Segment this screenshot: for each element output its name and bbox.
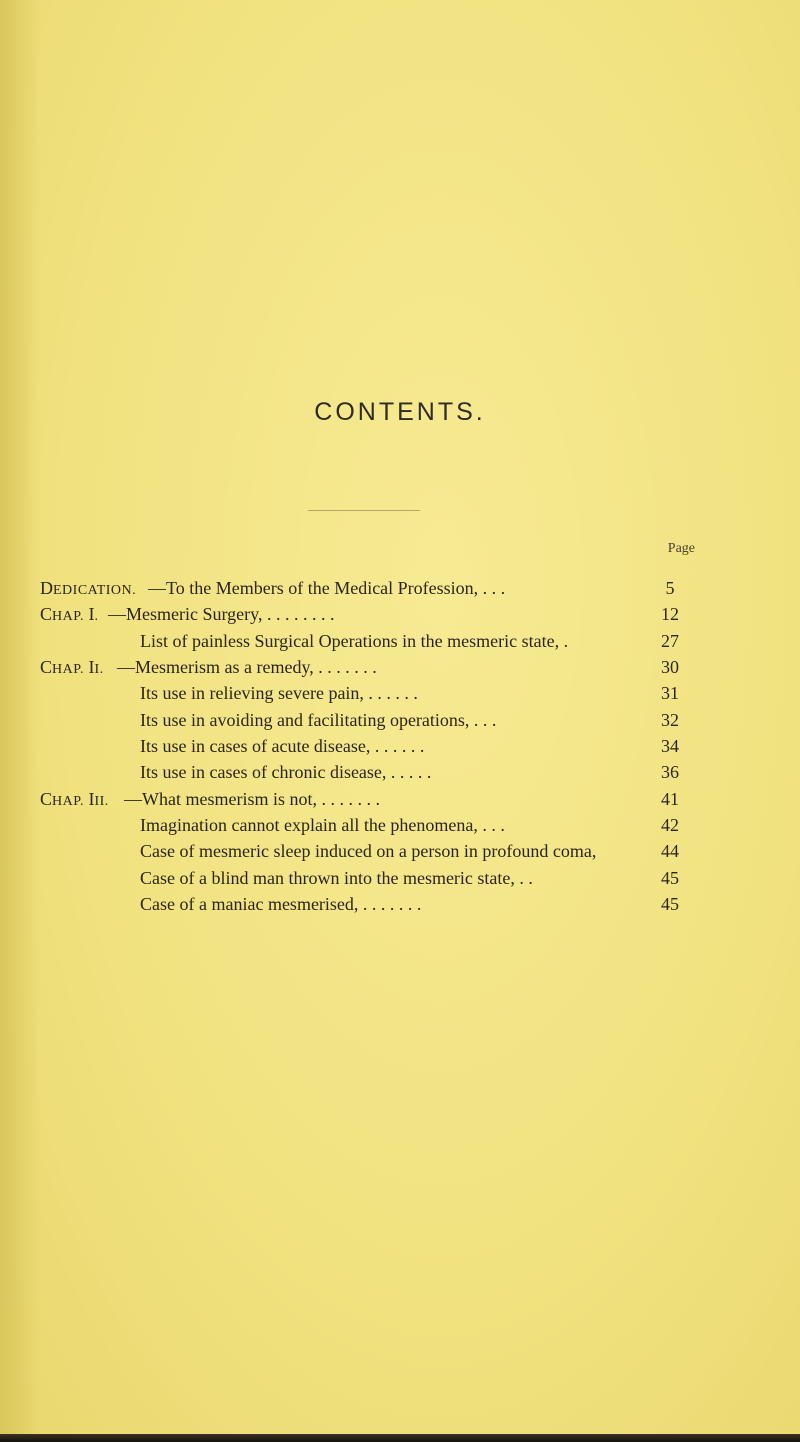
chapter-label: CHAP. I. (40, 604, 99, 624)
page-number: 32 (661, 710, 679, 730)
entry-text: Case of a maniac mesmerised, . . . . . . . (140, 894, 422, 914)
page-number: 31 (661, 683, 679, 703)
entry-text: —To the Members of the Medical Profession, . . . (148, 578, 506, 598)
entry-text: —What mesmerism is not, . . . . . . . (124, 789, 380, 809)
entry-text: Its use in avoiding and facilitating operations, . . . (140, 710, 497, 730)
toc-entry (0, 812, 800, 838)
toc-entry (0, 891, 800, 917)
toc-entry (0, 575, 800, 601)
page-number: 12 (661, 604, 679, 624)
toc-entry (0, 759, 800, 785)
entry-text: Its use in relieving severe pain, . . . . . . (140, 683, 418, 703)
entry-text: —Mesmerism as a remedy, . . . . . . . (117, 657, 377, 677)
entry-text: Its use in cases of acute disease, . . . . . . (140, 736, 425, 756)
page-number: 45 (661, 894, 679, 914)
page-number: 27 (661, 631, 679, 651)
page-bottom-edge (0, 1434, 800, 1442)
page-title: CONTENTS. (314, 398, 486, 426)
page-column-header: Page (667, 541, 695, 556)
entry-text: Case of mesmeric sleep induced on a person in profound coma, (140, 841, 597, 861)
page-number: 42 (661, 815, 679, 835)
entry-text: —Mesmeric Surgery, . . . . . . . . (108, 604, 335, 624)
toc-entry (0, 628, 800, 654)
page-number: 30 (661, 657, 679, 677)
chapter-label: CHAP. II. (40, 657, 104, 677)
page-number: 44 (661, 841, 679, 861)
page-number: 41 (661, 789, 679, 809)
toc-entry (0, 654, 800, 680)
toc-entry (0, 707, 800, 733)
page-number: 45 (661, 868, 679, 888)
toc-entry (0, 601, 800, 627)
toc-entry (0, 865, 800, 891)
toc-entry (0, 733, 800, 759)
toc-entry (0, 786, 800, 812)
page-number: 36 (661, 762, 679, 782)
page-number: 5 (665, 578, 675, 598)
entry-text: Case of a blind man thrown into the mesmeric state, . . (140, 868, 533, 888)
entry-text: Its use in cases of chronic disease, . . . . . (140, 762, 432, 782)
toc-entry (0, 838, 800, 864)
entry-text: Imagination cannot explain all the phenomena, . . . (140, 815, 505, 835)
toc-entry (0, 680, 800, 706)
chapter-label: CHAP. III. (40, 789, 109, 809)
page-number: 34 (661, 736, 679, 756)
chapter-label: DEDICATION. (40, 578, 137, 598)
entry-text: List of painless Surgical Operations in the mesmeric state, . (140, 631, 569, 651)
